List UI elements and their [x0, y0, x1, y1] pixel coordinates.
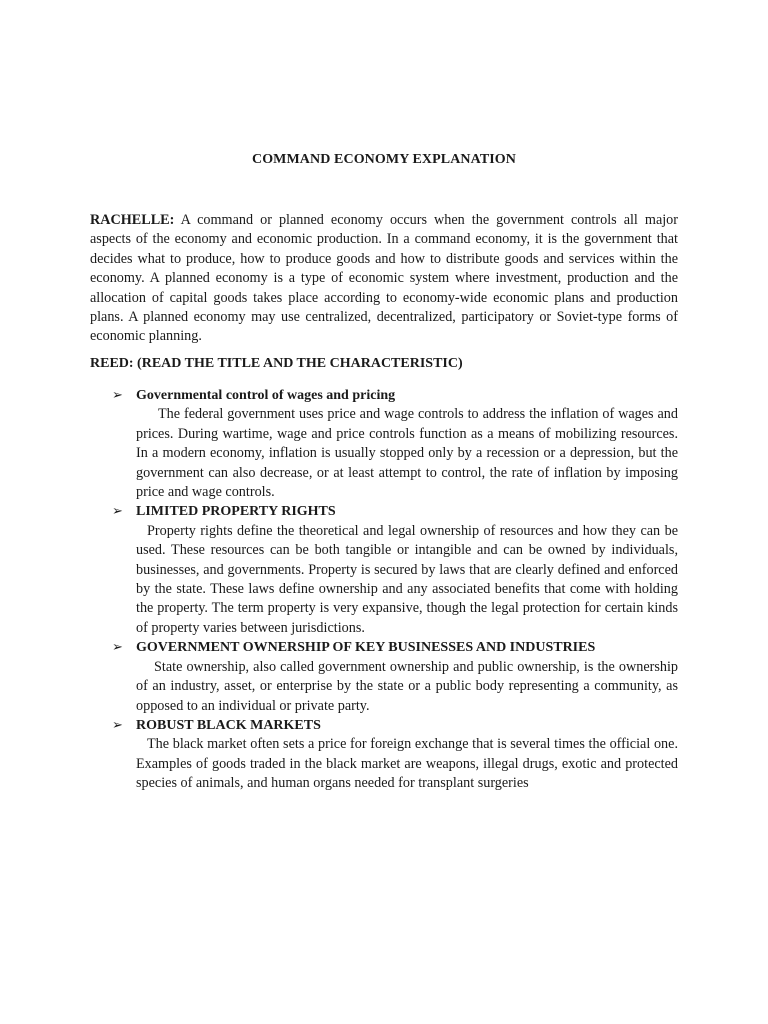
reed-instruction: REED: (READ THE TITLE AND THE CHARACTERISTIC) — [90, 356, 463, 371]
item-body: The black market often sets a price for foreign exchange that is several times the official one. Examples of goods traded in the black market are weapons, illegal drugs, exotic and protected species of animals, and human organs needed for transplant surgeries — [136, 736, 678, 792]
item-title-text: LIMITED PROPERTY RIGHTS — [136, 504, 336, 520]
item-title — [112, 638, 678, 657]
item-body: Property rights define the theoretical and legal ownership of resources and how they can be used. These resources can be both tangible or intangible and can be owned by individuals, businesses, and governments. Property is secured by laws that are clearly defined and enforced by the state. These laws define ownership and any associated benefits that come with holding the property. The term property is very expansive, though the legal protection for certain kinds of property varies between jurisdictions. — [136, 522, 678, 636]
arrow-bullet-icon: ➢ — [112, 388, 123, 403]
intro-speaker: RACHELLE: — [90, 212, 175, 228]
intro-paragraph — [90, 211, 678, 347]
list-item — [112, 638, 678, 716]
item-body: The federal government uses price and wage controls to address the inflation of wages and prices. During wartime, wage and price controls function as a means of mobilizing resources. In a modern economy, inflation is usually stopped only by a recession or a depression, but the government can also decrease, or at least attempt to control, the rate of inflation by imposing price and wage controls. — [136, 406, 678, 501]
list-item — [112, 386, 678, 502]
item-title-text: GOVERNMENT OWNERSHIP OF KEY BUSINESSES AND INDUSTRIES — [136, 640, 596, 656]
intro-text: A command or planned economy occurs when the government controls all major aspects of the economy and economic production. In a command economy, it is the government that decides what to produce, how to produce goods and how to distribute goods and services within the economy. A planned economy is a type of economic system where investment, production and the allocation of capital goods takes place according to economy-wide economic plans and production plans. A planned economy may use centralized, decentralized, participatory or Soviet-type forms of economic planning. — [90, 212, 679, 345]
list-item — [112, 716, 678, 794]
document-title: COMMAND ECONOMY EXPLANATION — [251, 152, 517, 167]
item-title — [112, 502, 678, 521]
item-title — [112, 386, 678, 405]
item-body: State ownership, also called government ownership and public ownership, is the ownership of an industry, asset, or enterprise by the state or a public body representing a community, as opposed to an individual or private party. — [136, 658, 678, 714]
arrow-bullet-icon: ➢ — [112, 717, 123, 733]
characteristics-list — [112, 386, 678, 794]
arrow-bullet-icon: ➢ — [112, 640, 123, 656]
list-item — [112, 502, 678, 638]
arrow-bullet-icon: ➢ — [112, 504, 123, 520]
item-title — [112, 716, 678, 735]
item-title-text: Governmental control of wages and pricing — [136, 388, 396, 403]
item-title-text: ROBUST BLACK MARKETS — [136, 717, 321, 733]
